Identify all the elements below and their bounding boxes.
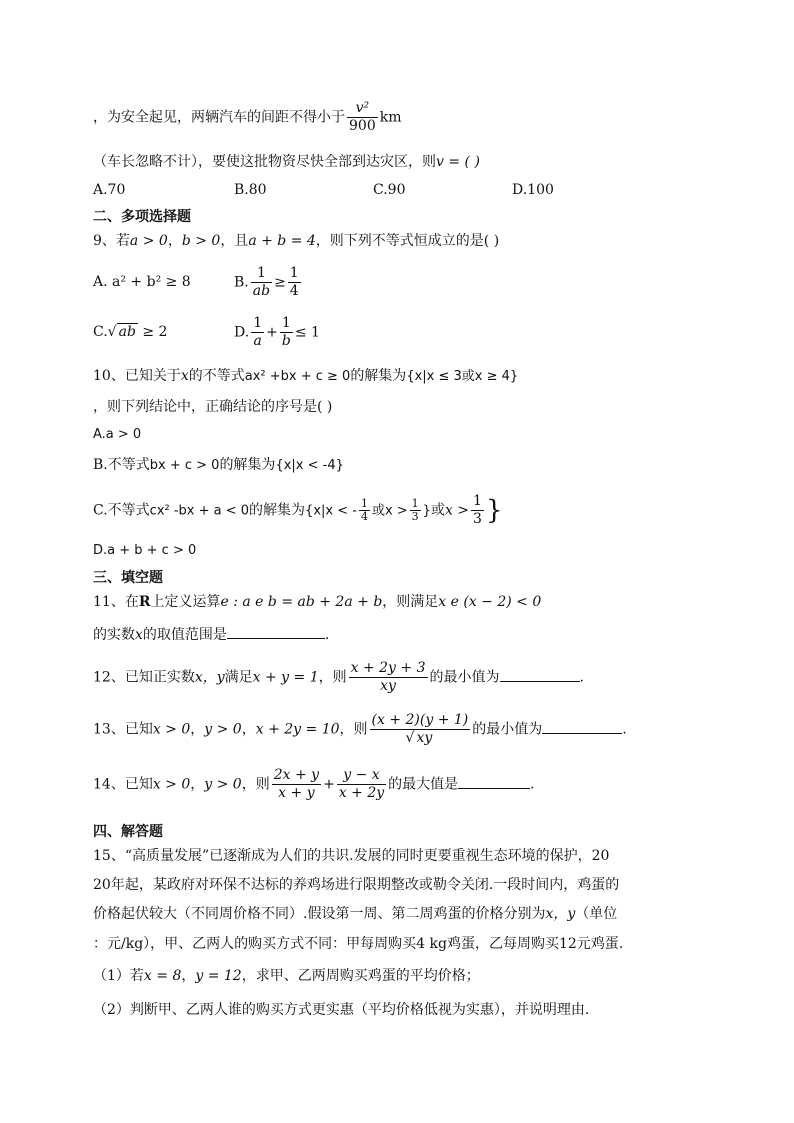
q10-option-b: B.不等式bx + c > 0的解集为{x|x < -4} [93,457,344,473]
q15-line6: （2）判断甲、乙两人谁的购买方式更实惠（平均价格低视为实惠），并说明理由. [93,1002,590,1018]
q15-line3: 价格起伏较大（不同周价格不同）.假设第一周、第二周鸡蛋的价格分别为x，y（单位 [93,906,618,922]
q12-answer-blank[interactable] [500,667,580,682]
q8-line2: （车长忽略不计），要使这批物资尽快全部到达灾区，则v = ( ) [93,154,480,170]
q8-fraction: $\frac{\text{v²}}{900}$ [349,100,376,134]
q10-stem: 10、已知关于x的不等式ax² +bx + c ≥ 0的解集为{x|x ≤ 3或x ≥ 4} [93,368,519,384]
q8-option-d: D.100 [512,182,554,198]
q9-stem: 9、若a > 0，b > 0，且a + b = 4，则下列不等式恒成立的是( ) [93,233,500,249]
q9-option-b: B. $\frac{1}{ab}$ ≥ $\frac{1}{4}$ [234,265,299,299]
q8-option-a: A.70 [93,182,126,198]
q15-line5: （1）若x = 8，y = 12，求甲、乙两周购买鸡蛋的平均价格； [93,968,480,984]
section-title-fill-in: 三、填空题 [93,570,163,586]
q11-line2: 的实数x的取值范围是 . [93,624,329,645]
q8-text: ，为安全起见，两辆汽车的间距不得小于 [93,109,345,126]
q9-option-d: D. $\frac{1}{a}$ + $\frac{1}{b}$ ≤ 1 [234,315,320,349]
q8-unit: km [379,109,402,126]
q8-line1 [93,100,402,135]
q10-option-d: D.a + b + c > 0 [93,543,197,558]
q15-line4: ：元/kg），甲、乙两人的购买方式不同：甲每周购买4 kg鸡蛋，乙每周购买12元鸡蛋. [93,936,624,952]
q15-line2: 20年起，某政府对环保不达标的养鸡场进行限期整改或勒令关闭.一段时间内，鸡蛋的 [93,877,620,893]
q10-option-c: C.不等式cx² -bx + a < 0的解集为{x|x < - $\frac{1}{4}$ 或x > $\frac{1}{3}$ }或x > $\frac{1}{3}$ } [93,493,503,527]
q10-option-a: A.a > 0 [93,427,142,442]
section-title-solutions: 四、解答题 [93,824,163,840]
q13-answer-blank[interactable] [542,719,622,734]
q9-option-a: A. a² + b² ≥ 8 [93,274,191,290]
q12-line: 12、已知正实数x，y满足x + y = 1，则 $\frac{x + 2y + 3}{xy}$ 的最小值为 . [93,660,584,694]
q14-line: 14、已知x > 0，y > 0，则 $\frac{2x + y}{x + y}$ + $\frac{y - x}{x + 2y}$ 的最大值是 . [93,767,535,801]
q15-line1: 15、“高质量发展”已逐渐成为人们的共识.发展的同时更要重视生态环境的保护，20 [93,848,610,864]
q11-answer-blank[interactable] [227,624,325,639]
q11-line1: 11、在R上定义运算e : a e b = ab + 2a + b，则满足x e (x − 2) < 0 [93,594,542,610]
q8-option-b: B.80 [234,182,267,198]
q10-stem-line2: ，则下列结论中，正确结论的序号是( ) [93,399,333,415]
q9-option-c: C.√ ab ≥ 2 [93,324,168,340]
q8-option-c: C.90 [373,182,406,198]
q14-answer-blank[interactable] [458,774,530,789]
section-title-multiple-choice: 二、多项选择题 [93,209,191,225]
q13-line: 13、已知x > 0，y > 0，x + 2y = 10，则 $\frac{(x + 2)(y + 1)}{√ xy}$ 的最小值为 . [93,712,627,746]
